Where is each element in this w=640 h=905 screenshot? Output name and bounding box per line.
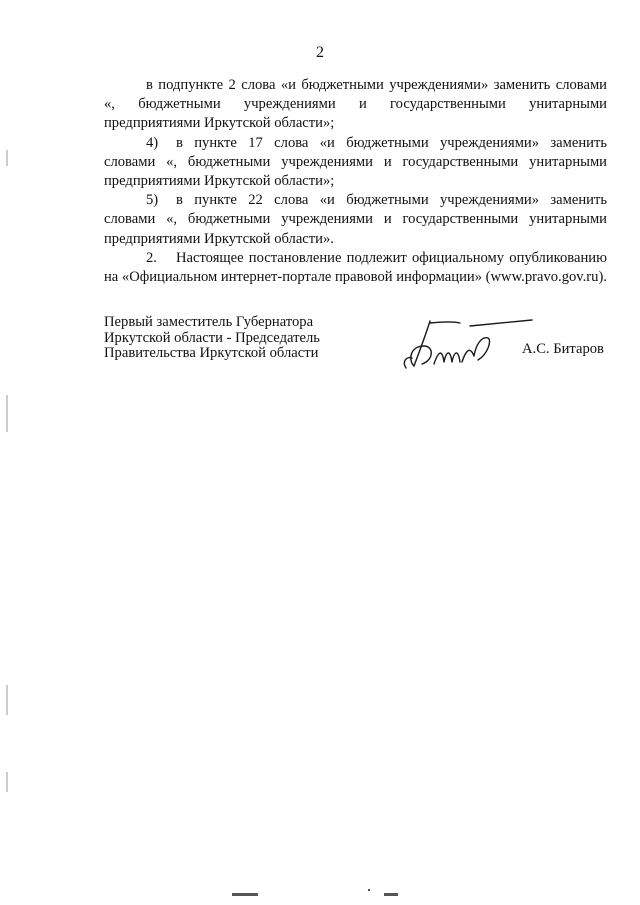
paragraph-text: в подпункте 2 слова «и бюджетными учреждениями» заменить словами «, бюджетными учреждениями и государственными унитарными предприятиями Иркутской области»;: [104, 77, 607, 132]
paragraph-number: 4): [146, 134, 159, 151]
signatory-title-line: Правительства Иркутской области: [104, 345, 319, 361]
signatory-title-line: Первый заместитель Губернатора: [104, 314, 314, 330]
signatory-name: А.С. Битаров: [522, 341, 604, 357]
paragraph-text: в пункте 17 слова «и бюджетными учреждениями» заменить словами «, бюджетными учреждениями и государственными унитарными предприятиями Иркутской области»;: [104, 134, 607, 190]
signatory-title-line: Иркутской области - Председатель: [104, 329, 320, 346]
paragraph-number: 2.: [146, 249, 157, 266]
paragraph-number: 5): [146, 192, 159, 209]
paragraph-text: в пункте 22 слова «и бюджетными учреждениями» заменить словами «, бюджетными учреждениями и государственными унитарными предприятиями Иркутской области».: [104, 192, 607, 247]
paragraph-text: Настоящее постановление подлежит официальному опубликованию на «Официальном интернет-портале правовой информации» (www.pravo.gov.ru).: [104, 249, 607, 286]
page-number: 2: [316, 44, 324, 61]
